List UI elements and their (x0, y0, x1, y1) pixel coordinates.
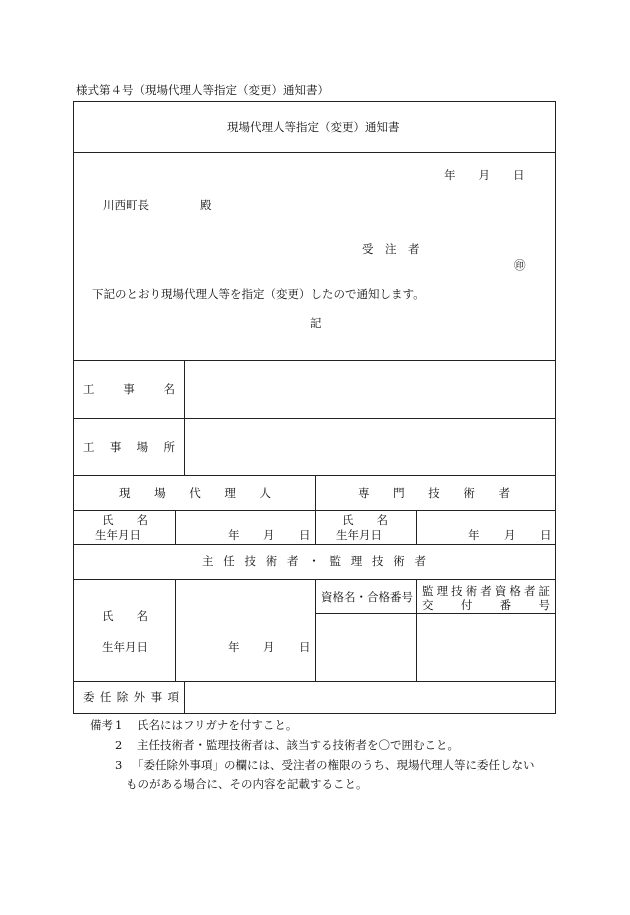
divider (416, 510, 417, 544)
divider (315, 613, 555, 614)
date-field: 年 月 日 (444, 168, 525, 182)
notification-form (73, 101, 556, 714)
divider (74, 152, 555, 153)
site-agent-day: 日 (299, 528, 311, 542)
honorific: 殿 (200, 198, 212, 212)
divider (416, 579, 417, 681)
divider (315, 510, 316, 544)
statement: 下記のとおり現場代理人等を指定（変更）したので通知します。 (92, 287, 425, 301)
supervisor-cert-line1: 監 理 技 術 者 資 格 者 証 (422, 584, 550, 598)
exclusion-label: 委 任 除 外 事 項 (83, 690, 179, 704)
note-text-3: 「委任除外事項」の欄には、受注者の権限のうち、現場代理人等に委任しない (132, 758, 535, 772)
form-label: 様式第４号（現場代理人等指定（変更）通知書） (76, 83, 329, 97)
specialist-header: 専 門 技 術 者 (358, 486, 510, 500)
note-num-1: 1 (115, 718, 123, 732)
divider (175, 579, 176, 681)
form-title: 現場代理人等指定（変更）通知書 (227, 120, 400, 134)
ki-mark: 記 (310, 316, 322, 330)
specialist-day: 日 (540, 528, 552, 542)
specialist-month: 月 (504, 528, 516, 542)
note-num-2: 2 (115, 738, 123, 752)
note-continuation: ものがある場合に、その内容を記載すること。 (126, 777, 368, 791)
project-name-label: 工 事 名 (83, 382, 175, 396)
site-agent-name-label: 氏 名 (102, 513, 148, 527)
addressee: 川西町長 (103, 198, 149, 212)
note-num-3: 3 (115, 758, 123, 772)
site-agent-month: 月 (263, 528, 275, 542)
specialist-birth-label: 生年月日 (336, 528, 382, 542)
note-text-2: 主任技術者・監理技術者は、該当する技術者を〇で囲むこと。 (137, 738, 459, 752)
seal-mark: ㊞ (514, 258, 526, 272)
chief-month: 月 (263, 640, 275, 654)
site-agent-year: 年 (228, 528, 240, 542)
site-agent-birth-label: 生年月日 (95, 528, 141, 542)
contractor-label: 受 注 者 (362, 242, 420, 256)
chief-year: 年 (228, 640, 240, 654)
divider (184, 681, 185, 713)
chief-engineer-header: 主 任 技 術 者 ・ 監 理 技 術 者 (202, 554, 426, 568)
divider (184, 360, 185, 475)
chief-name-label: 氏 名 (102, 609, 148, 623)
chief-day: 日 (299, 640, 311, 654)
chief-birth-label: 生年月日 (102, 640, 148, 654)
supervisor-cert-line2: 交 付 番 号 (422, 598, 550, 612)
divider (74, 681, 555, 682)
divider (74, 360, 555, 361)
notes-prefix: 備考 (90, 718, 113, 732)
specialist-year: 年 (468, 528, 480, 542)
qualification-label: 資格名・合格番号 (321, 590, 413, 604)
divider (74, 418, 555, 419)
project-place-label: 工 事 場 所 (83, 440, 175, 454)
site-agent-header: 現 場 代 理 人 (119, 486, 271, 500)
specialist-name-label: 氏 名 (342, 513, 388, 527)
divider (74, 544, 555, 545)
divider (315, 475, 316, 510)
note-text-1: 氏名にはフリガナを付すこと。 (137, 718, 298, 732)
divider (175, 510, 176, 544)
divider (315, 579, 316, 681)
